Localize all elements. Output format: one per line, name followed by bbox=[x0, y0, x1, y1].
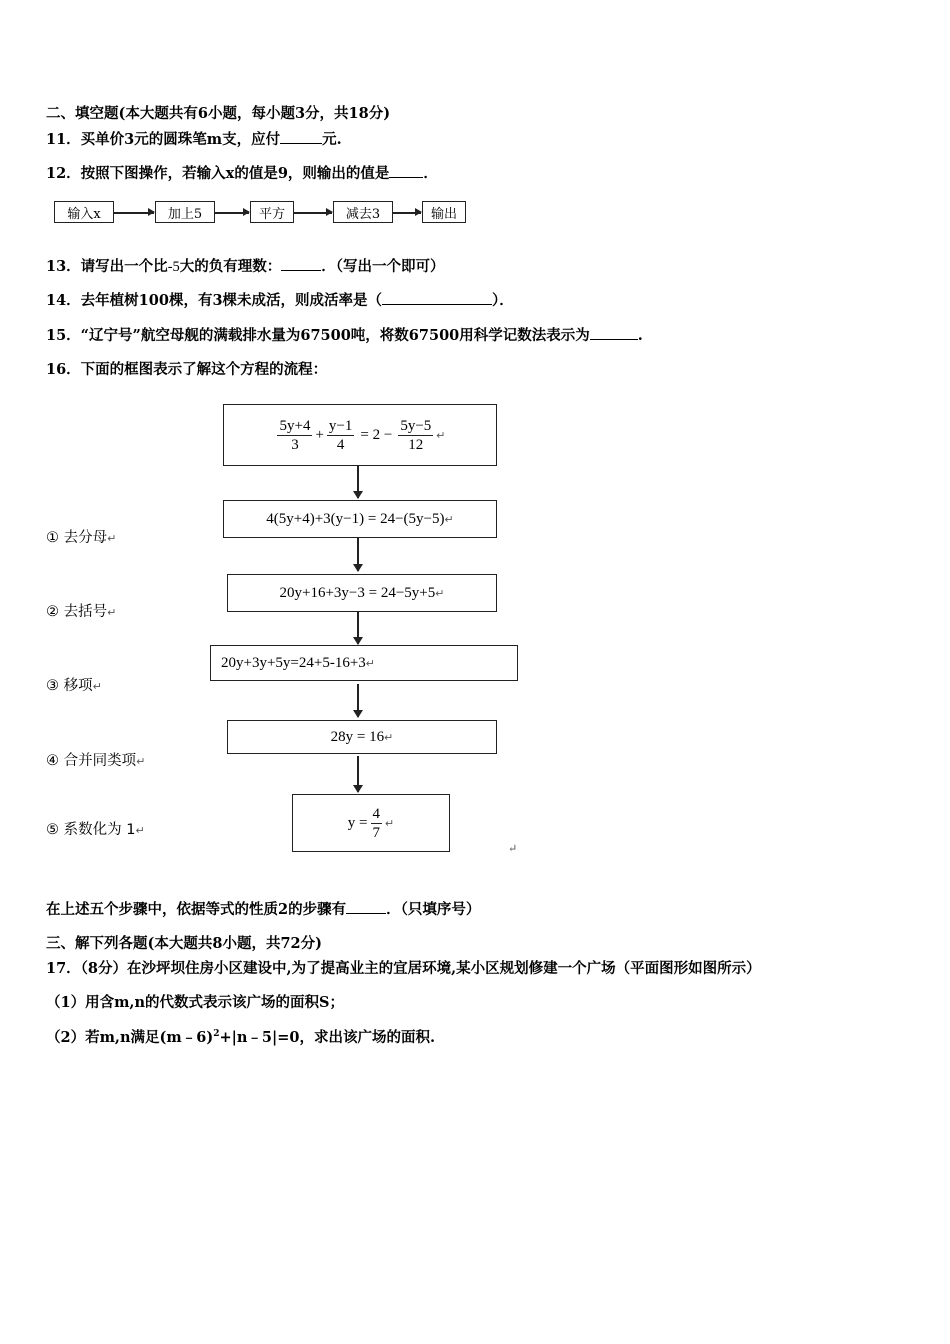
equals-part: = 2 − bbox=[360, 426, 393, 443]
equation-text: 20y+3y+5y=24+5-16+3 bbox=[221, 654, 366, 671]
q14-suffix: ）． bbox=[492, 292, 514, 309]
question-11 bbox=[46, 128, 342, 149]
q16f-blank bbox=[346, 901, 386, 914]
equation-box-original bbox=[223, 404, 497, 466]
q17-2-superscript: 2 bbox=[213, 1029, 220, 1040]
q15-blank bbox=[590, 327, 638, 340]
flow-arrow bbox=[393, 212, 421, 214]
numerator: 4 bbox=[372, 805, 380, 822]
equation-box-step1 bbox=[223, 500, 497, 538]
question-17: 17．（8分）在沙坪坝住房小区建设中,为了提高业主的宜居环境,某小区规划修建一个广场（平面图形如图所示） bbox=[46, 960, 761, 977]
flow-arrow bbox=[114, 212, 154, 214]
q13-prefix: 13．请写出一个比 bbox=[46, 258, 168, 275]
q15-suffix: . bbox=[637, 327, 643, 344]
numerator: 5y−5 bbox=[400, 417, 432, 434]
return-mark: ↵ bbox=[436, 429, 446, 442]
flow-box-minus3: 减去3 bbox=[333, 201, 393, 223]
question-16: 16．下面的框图表示了解这个方程的流程： bbox=[46, 361, 328, 378]
step-label-4: ④ 合并同类项↵ bbox=[46, 753, 146, 769]
flow-box-square: 平方 bbox=[250, 201, 294, 223]
numerator: y−1 bbox=[328, 417, 353, 434]
equation-box-step5 bbox=[292, 794, 450, 852]
q16f-suffix: ．（只填序号） bbox=[386, 901, 481, 918]
return-mark: ↵ bbox=[385, 817, 395, 830]
equation-box-step2 bbox=[227, 574, 497, 612]
denominator: 7 bbox=[372, 824, 380, 841]
flow-arrow-down bbox=[357, 756, 359, 792]
question-16-followup bbox=[46, 898, 480, 919]
section2-heading: 二、填空题(本大题共有6小题，每小题3分，共18分) bbox=[46, 105, 391, 122]
q11-blank bbox=[280, 131, 322, 144]
equation-text: 4(5y+4)+3(y−1) = 24−(5y−5) bbox=[266, 510, 445, 527]
denominator: 12 bbox=[408, 436, 424, 453]
flow-box-add5: 加上5 bbox=[155, 201, 215, 223]
q12-suffix: ． bbox=[423, 165, 438, 182]
return-mark: ↵ bbox=[444, 513, 454, 526]
section3-heading: 三、解下列各题(本大题共8小题，共72分) bbox=[46, 935, 322, 952]
flow-box-input: 输入x bbox=[54, 201, 114, 223]
q13-blank bbox=[281, 258, 321, 271]
step-label-2: ② 去括号↵ bbox=[46, 604, 117, 620]
question-12 bbox=[46, 162, 438, 183]
question-13 bbox=[46, 255, 445, 276]
step-label-5: ⑤ 系数化为 1↵ bbox=[46, 822, 145, 838]
q12-prefix: 12．按照下图操作，若输入x的值是9，则输出的值是 bbox=[46, 165, 390, 182]
equation-text: 28y = 16 bbox=[330, 728, 385, 745]
flow-arrow-down bbox=[357, 612, 359, 644]
q13-mid: 大的负有理数： bbox=[179, 258, 282, 275]
equation-box-step3 bbox=[210, 645, 518, 681]
denominator: 4 bbox=[336, 436, 345, 453]
denominator: 3 bbox=[291, 436, 299, 453]
flow-arrow-down bbox=[357, 538, 359, 571]
q15-prefix: 15．“辽宁号”航空母舰的满载排水量为67500吨，将数67500用科学记数法表示为 bbox=[46, 327, 590, 344]
q16f-prefix: 在上述五个步骤中，依据等式的性质2的步骤有 bbox=[46, 901, 347, 918]
flow-arrow bbox=[215, 212, 249, 214]
step-label-1: ① 去分母↵ bbox=[46, 530, 117, 546]
return-mark: ↵ bbox=[384, 731, 394, 744]
lhs: y = bbox=[347, 814, 368, 831]
flow-box-output: 输出 bbox=[422, 201, 466, 223]
question-17-part1: （1）用含m,n的代数式表示该广场的面积S； bbox=[46, 994, 344, 1011]
q17-2-suffix: +|n﹣5|=0，求出该广场的面积. bbox=[219, 1029, 436, 1046]
q11-suffix: 元. bbox=[322, 131, 342, 148]
question-17-part2 bbox=[46, 1026, 435, 1047]
q14-blank bbox=[382, 292, 492, 305]
question-14 bbox=[46, 289, 514, 310]
q13-number: -5 bbox=[167, 259, 180, 275]
flow-arrow-down bbox=[357, 684, 359, 717]
fraction bbox=[327, 417, 354, 454]
numerator: 5y+4 bbox=[279, 417, 311, 434]
return-mark: ↵ bbox=[365, 657, 376, 670]
return-mark: ↵ bbox=[435, 587, 445, 600]
q14-prefix: 14．去年植树100棵，有3棵未成活，则成活率是（ bbox=[46, 292, 383, 309]
flow-arrow bbox=[294, 212, 332, 214]
return-mark: ↵ bbox=[508, 842, 518, 855]
step-label-3: ③ 移项↵ bbox=[46, 678, 102, 694]
q11-prefix: 11．买单价3元的圆珠笔m支，应付 bbox=[46, 131, 281, 148]
flow-arrow-down bbox=[357, 466, 359, 498]
question-15 bbox=[46, 324, 643, 345]
equation-text: 20y+16+3y−3 = 24−5y+5 bbox=[279, 584, 436, 601]
q17-2-prefix: （2）若m,n满足(m﹣6) bbox=[46, 1029, 214, 1046]
equation-box-step4 bbox=[227, 720, 497, 754]
fraction bbox=[371, 805, 383, 842]
operator: + bbox=[315, 426, 324, 443]
fraction bbox=[277, 417, 312, 454]
q12-blank bbox=[389, 165, 423, 178]
fraction bbox=[398, 417, 433, 454]
q13-suffix: ．（写出一个即可） bbox=[321, 258, 445, 275]
